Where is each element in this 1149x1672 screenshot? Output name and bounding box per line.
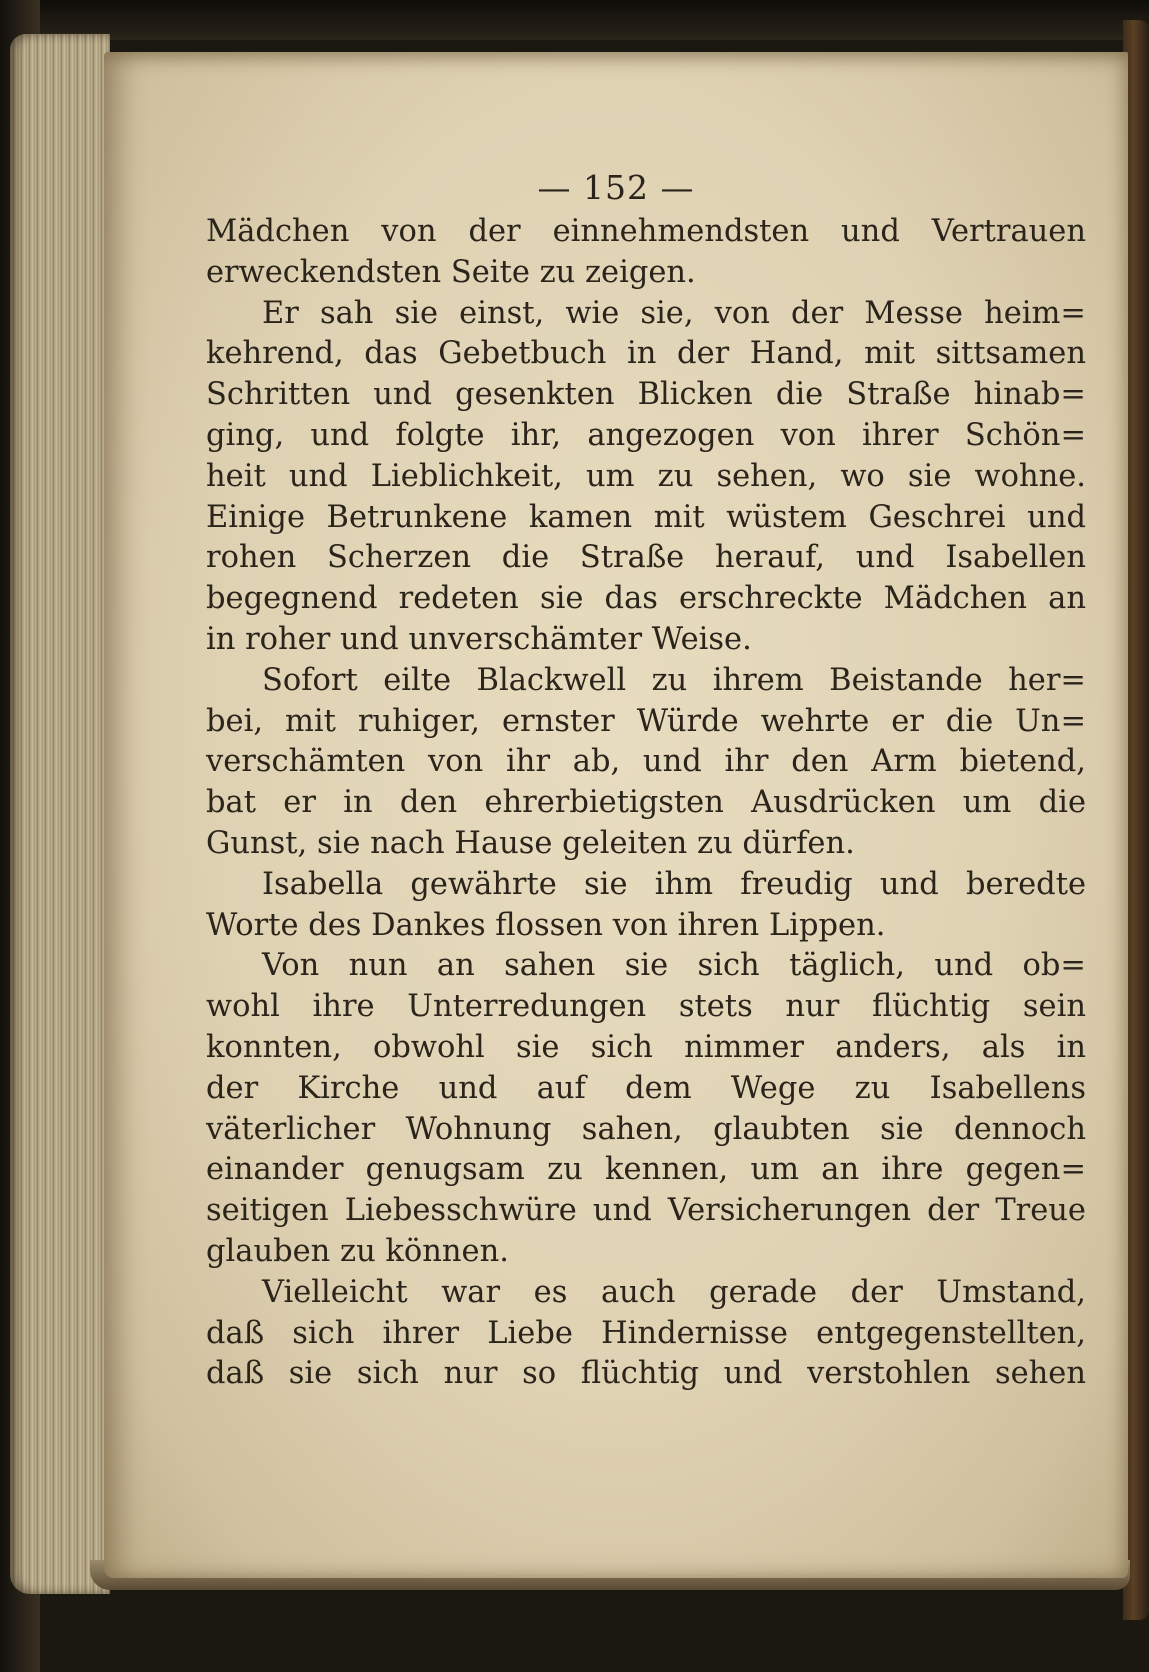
text-line: konnten, obwohl sie sich nimmer anders, als in bbox=[206, 1029, 1086, 1065]
text-line: heit und Lieblichkeit, um zu sehen, wo sie wohne. bbox=[206, 458, 1086, 494]
text-line: Sofort eilte Blackwell zu ihrem Beistande her= bbox=[262, 662, 1086, 698]
book-page bbox=[104, 52, 1128, 1578]
page-number: — 152 — bbox=[537, 168, 695, 207]
page-text bbox=[206, 212, 1086, 1395]
text-line: seitigen Liebesschwüre und Versicherungen der Treue bbox=[206, 1193, 1086, 1229]
text-line: begegnend redeten sie das erschreckte Mädchen an bbox=[206, 581, 1086, 617]
text-line: verschämten von ihr ab, und ihr den Arm bietend, bbox=[206, 744, 1086, 780]
text-line: ging, und folgte ihr, angezogen von ihrer Schön= bbox=[206, 417, 1086, 453]
text-line: erweckendsten Seite zu zeigen. bbox=[206, 254, 696, 290]
text-line: Isabella gewährte sie ihm freudig und beredte bbox=[262, 866, 1086, 902]
text-line: Vielleicht war es auch gerade der Umstand, bbox=[262, 1274, 1086, 1310]
text-line: Mädchen von der einnehmendsten und Vertrauen bbox=[206, 214, 1086, 249]
text-line: wohl ihre Unterredungen stets nur flüchtig sein bbox=[206, 989, 1086, 1025]
text-line: Worte des Dankes flossen von ihren Lippen. bbox=[206, 907, 886, 943]
text-line: Gunst, sie nach Hause geleiten zu dürfen. bbox=[206, 825, 855, 861]
text-line: daß sich ihrer Liebe Hindernisse entgegenstellten, bbox=[206, 1315, 1086, 1351]
text-line: daß sie sich nur so flüchtig und verstohlen sehen bbox=[206, 1356, 1086, 1392]
text-line: kehrend, das Gebetbuch in der Hand, mit sittsamen bbox=[206, 336, 1086, 372]
text-line: bei, mit ruhiger, ernster Würde wehrte er die Un= bbox=[206, 703, 1086, 739]
text-line: in roher und unverschämter Weise. bbox=[206, 621, 752, 657]
text-line: rohen Scherzen die Straße herauf, und Isabellen bbox=[206, 540, 1086, 576]
text-line: der Kirche und auf dem Wege zu Isabellens bbox=[206, 1070, 1086, 1106]
text-line: glauben zu können. bbox=[206, 1233, 509, 1269]
text-line: Er sah sie einst, wie sie, von der Messe heim= bbox=[262, 295, 1086, 331]
book-cover-top bbox=[0, 0, 1149, 40]
text-line: Einige Betrunkene kamen mit wüstem Geschrei und bbox=[206, 499, 1086, 535]
text-line: Schritten und gesenkten Blicken die Straße hinab= bbox=[206, 377, 1086, 413]
page-stack-edges bbox=[10, 34, 110, 1594]
text-line: Von nun an sahen sie sich täglich, und ob= bbox=[262, 948, 1086, 984]
text-line: einander genugsam zu kennen, um an ihre gegen= bbox=[206, 1152, 1086, 1188]
text-line: bat er in den ehrerbietigsten Ausdrücken um die bbox=[206, 785, 1086, 821]
text-line: väterlicher Wohnung sahen, glaubten sie dennoch bbox=[206, 1111, 1086, 1147]
